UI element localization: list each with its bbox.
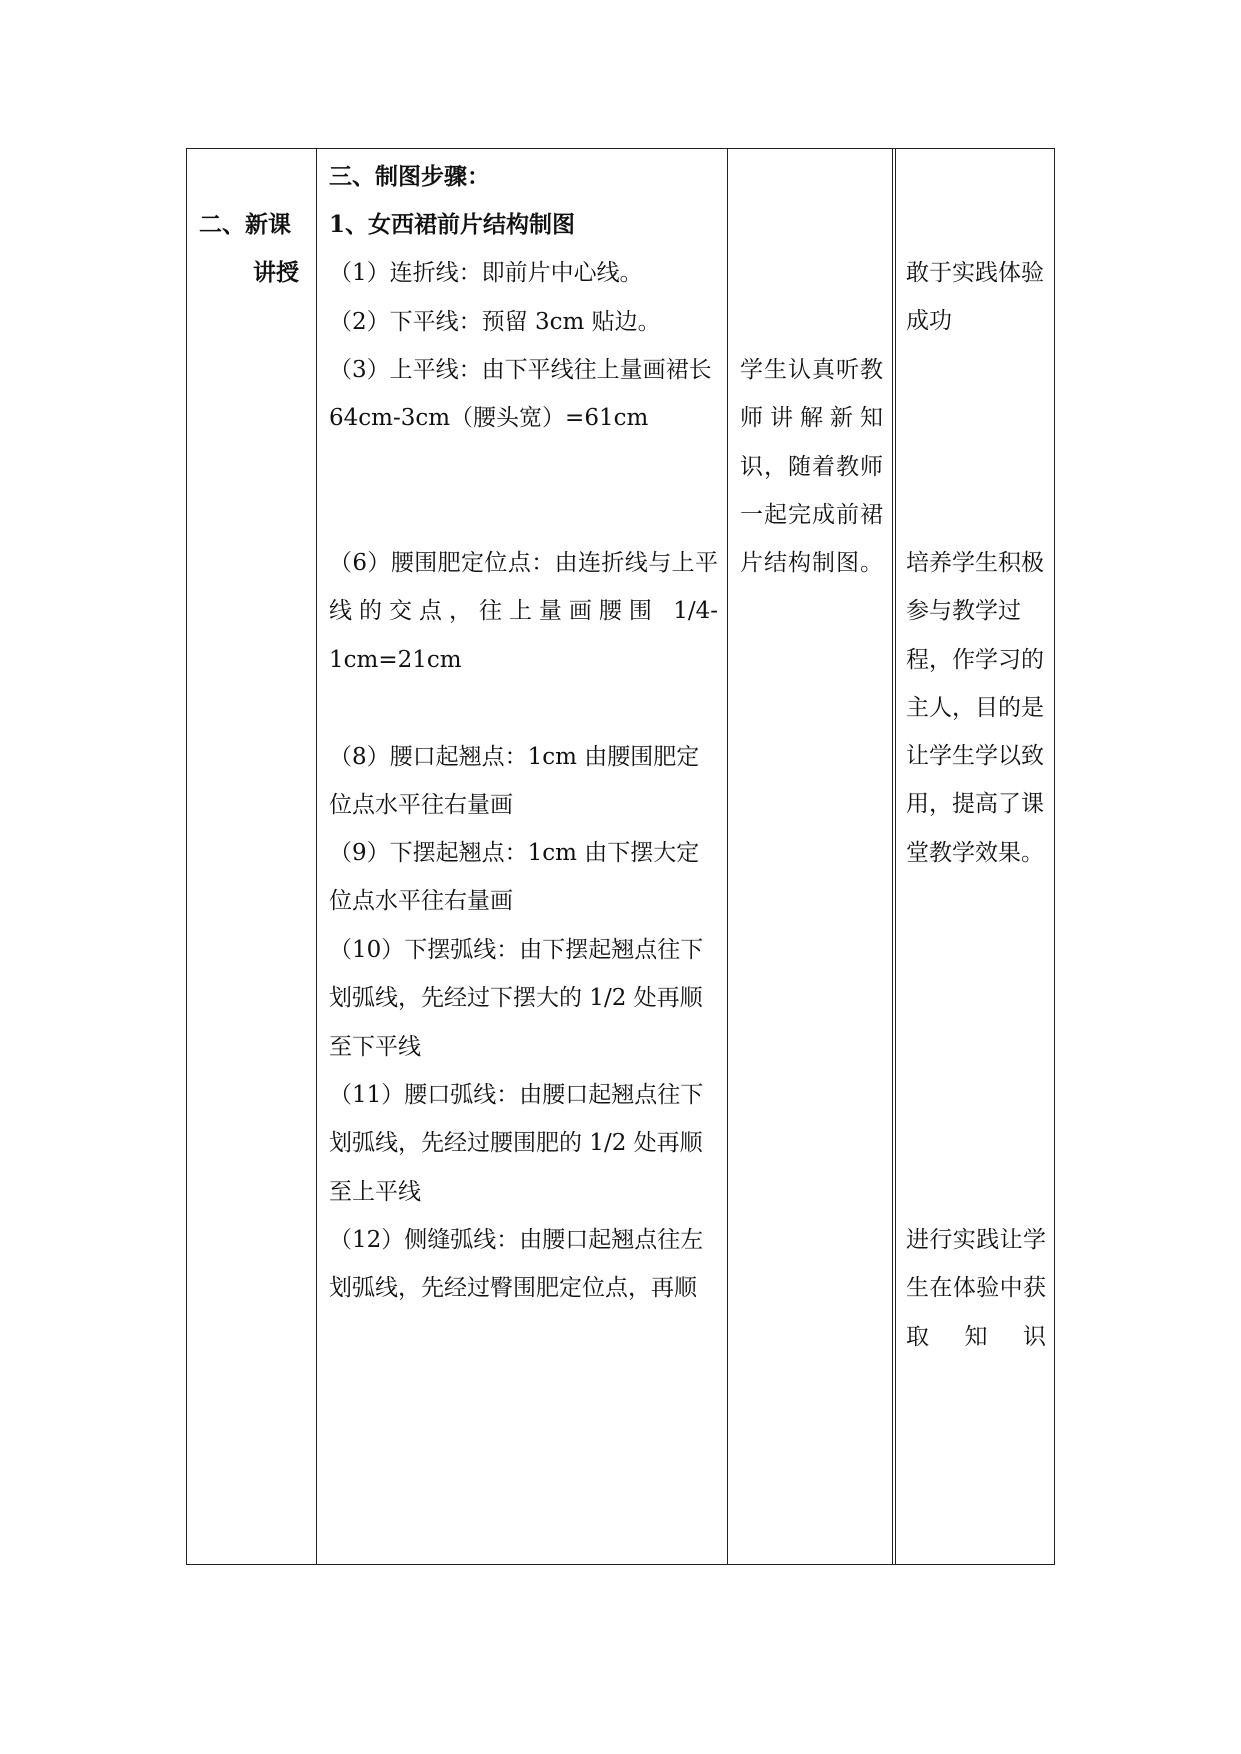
design-intent-cell: [894, 149, 1056, 1564]
step-3: （3）上平线：由下平线往上量画裙长 64cm-3cm（腰头宽）=61cm: [329, 357, 712, 432]
design-note-1: 敢于实践体验成功: [906, 260, 1044, 335]
design-note-2: 培养学生积极参与教学过程，作学习的主人，目的是让学生学以致用，提高了课堂教学效果。: [906, 550, 1044, 866]
step-1: （1）连折线：即前片中心线。: [329, 260, 643, 286]
step-6: （6）腰围肥定位点：由连折线与上平线的交点，往上量画腰围 1/4-1cm=21cm: [329, 550, 718, 673]
step-12: （12）侧缝弧线：由腰口起翘点往左划弧线，先经过臀围肥定位点，再顺: [329, 1227, 704, 1302]
step-8: （8）腰口起翘点：1cm 由腰围肥定位点水平往右量画: [329, 744, 700, 819]
step-10: （10）下摆弧线：由下摆起翘点往下划弧线，先经过下摆大的 1/2 处再顺至下平线: [329, 937, 704, 1060]
subtitle: 1、女西裙前片结构制图: [329, 211, 576, 238]
student-activity: 学生认真听教师讲解新知识，随着教师一起完成前裙片结构制图。: [740, 357, 883, 577]
section-label-line2: 讲授: [253, 259, 299, 286]
section-label-line1: 二、新课: [199, 211, 291, 238]
student-activity-cell: [728, 149, 893, 1564]
step-9: （9）下摆起翘点：1cm 由下摆大定位点水平往右量画: [329, 840, 700, 915]
step-11: （11）腰口弧线：由腰口起翘点往下划弧线，先经过腰围肥的 1/2 处再顺至上平线: [329, 1082, 704, 1205]
section-label-cell: [187, 149, 317, 1564]
design-note-3: 进行实践让学生在体验中获取知识: [906, 1227, 1046, 1350]
step-2: （2）下平线：预留 3cm 贴边。: [329, 309, 661, 335]
content-cell: [317, 149, 728, 1564]
steps-title: 三、制图步骤：: [329, 163, 490, 190]
lesson-table: [186, 148, 1055, 1565]
